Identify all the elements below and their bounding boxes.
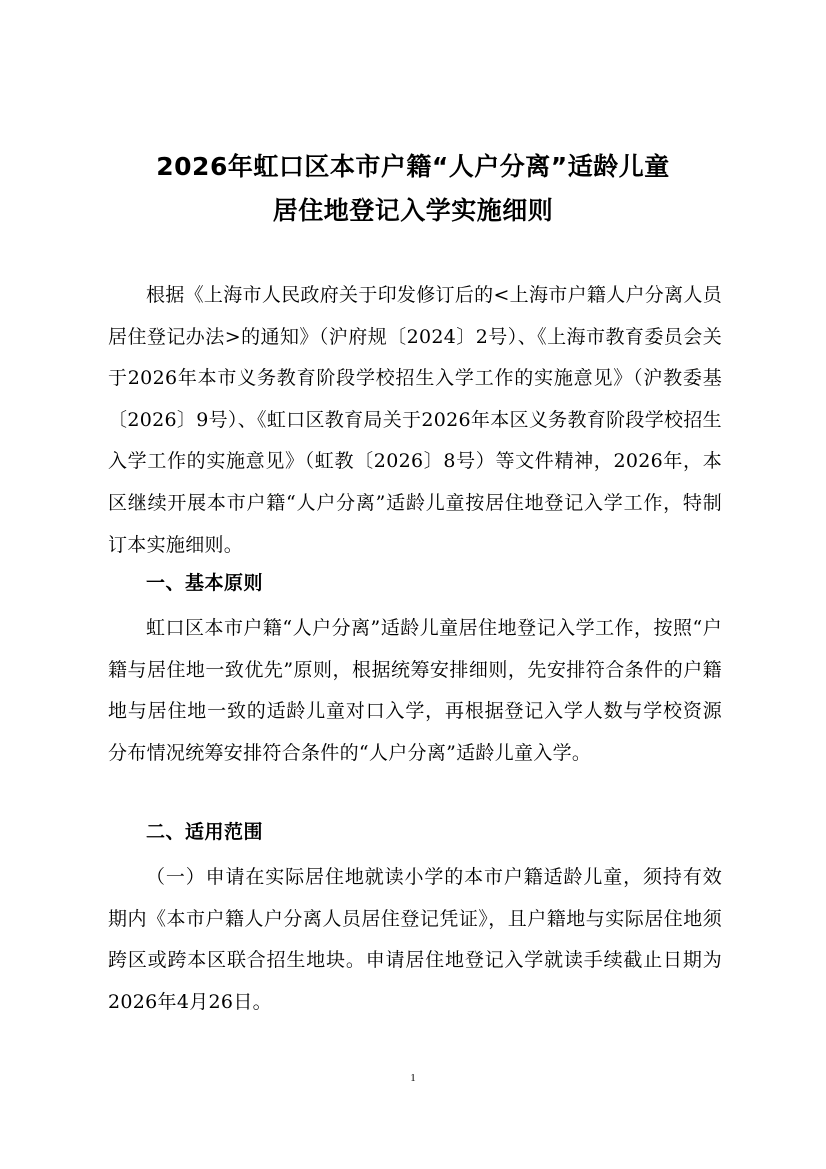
section-heading-scope: 二、适用范围 [146,821,264,843]
document-title-line-1: 2026年虹口区本市户籍“人户分离”适龄儿童 [156,152,670,181]
page-number: 1 [410,1072,416,1084]
intro-paragraph: 根据《上海市人民政府关于印发修订后的<上海市户籍人户分离人员居住登记办法>的通知》（沪府规〔2024〕2号）、《上海市教育委员会关于2026年本市义务教育阶段学校招生入学工作的实施意见》（沪教委基〔2026〕9号）、《虹口区教育局关于2026年本区义务教育阶段学校招生入学工作的实施意见》（虹教〔2026〕8号）等文件精神，2026年，本区继续开展本市户籍“人户分离”适龄儿童按居住地登记入学工作，特制订本实施细则。 [108,284,722,556]
section-paragraph-scope: （一）申请在实际居住地就读小学的本市户籍适龄儿童，须持有效期内《本市户籍人户分离人员居住登记凭证》，且户籍地与实际居住地须跨区或跨本区联合招生地块。申请居住地登记入学就读手续截止日期为2026年4月26日。 [108,866,722,1013]
section-heading-basic-principles: 一、基本原则 [146,572,264,594]
section-paragraph-basic-principles: 虹口区本市户籍“人户分离”适龄儿童居住地登记入学工作，按照“户籍与居住地一致优先”原则，根据统筹安排细则，先安排符合条件的户籍地与居住地一致的适龄儿童对口入学，再根据登记入学人数与学校资源分布情况统筹安排符合条件的“人户分离”适龄儿童入学。 [108,617,722,764]
document-title-line-2: 居住地登记入学实施细则 [272,196,554,225]
